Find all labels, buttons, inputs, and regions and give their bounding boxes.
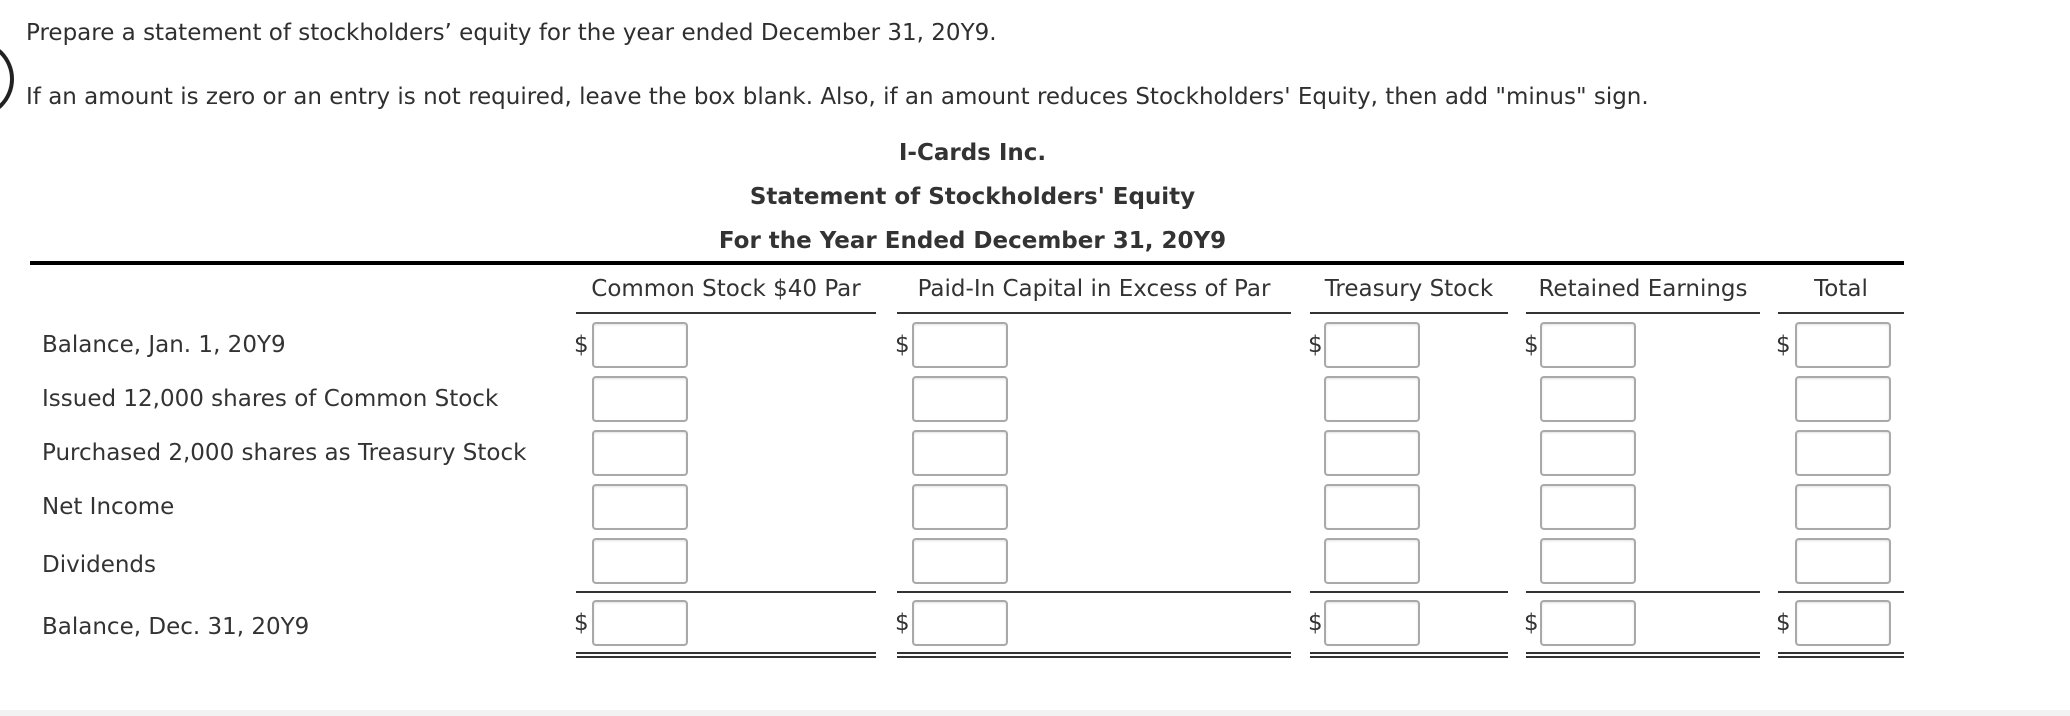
amount-input-common[interactable] bbox=[592, 600, 688, 646]
row-label: Balance, Jan. 1, 20Y9 bbox=[42, 332, 286, 358]
amount-input-retained[interactable] bbox=[1540, 430, 1636, 476]
amount-input-treasury[interactable] bbox=[1324, 430, 1420, 476]
dollar-sign: $ bbox=[1776, 332, 1791, 358]
amount-input-retained[interactable] bbox=[1540, 600, 1636, 646]
amount-input-treasury[interactable] bbox=[1324, 376, 1420, 422]
amount-input-retained[interactable] bbox=[1540, 538, 1636, 584]
dollar-sign: $ bbox=[574, 332, 589, 358]
row-label: Net Income bbox=[42, 494, 175, 520]
amount-input-paid[interactable] bbox=[912, 538, 1008, 584]
statement-title: Statement of Stockholders' Equity bbox=[749, 184, 1196, 210]
dollar-sign: $ bbox=[574, 610, 589, 636]
total-double-rule bbox=[897, 652, 1291, 658]
dollar-sign: $ bbox=[1308, 332, 1323, 358]
statement-period: For the Year Ended December 31, 20Y9 bbox=[718, 228, 1227, 254]
total-double-rule bbox=[576, 652, 876, 658]
column-header-paid: Paid-In Capital in Excess of Par bbox=[897, 272, 1291, 314]
amount-input-paid[interactable] bbox=[912, 322, 1008, 368]
amount-input-total[interactable] bbox=[1795, 376, 1891, 422]
dollar-sign: $ bbox=[895, 610, 910, 636]
instruction-note: If an amount is zero or an entry is not required, leave the box blank. Also, if an amount reduces Stockholders' Equity, then add "minus" sign. bbox=[26, 84, 1649, 110]
column-header-treasury: Treasury Stock bbox=[1310, 272, 1508, 314]
subtotal-rule bbox=[897, 591, 1291, 593]
column-header-retained: Retained Earnings bbox=[1526, 272, 1760, 314]
dollar-sign: $ bbox=[1776, 610, 1791, 636]
amount-input-retained[interactable] bbox=[1540, 484, 1636, 530]
amount-input-total[interactable] bbox=[1795, 430, 1891, 476]
amount-input-paid[interactable] bbox=[912, 484, 1008, 530]
subtotal-rule bbox=[576, 591, 876, 593]
column-header-common: Common Stock $40 Par bbox=[576, 272, 876, 314]
subtotal-rule bbox=[1778, 591, 1904, 593]
amount-input-common[interactable] bbox=[592, 538, 688, 584]
amount-input-common[interactable] bbox=[592, 322, 688, 368]
amount-input-treasury[interactable] bbox=[1324, 484, 1420, 530]
page-footer-band bbox=[0, 710, 2070, 716]
instruction-text: Prepare a statement of stockholders’ equity for the year ended December 31, 20Y9. bbox=[26, 20, 997, 46]
amount-input-total[interactable] bbox=[1795, 484, 1891, 530]
dollar-sign: $ bbox=[895, 332, 910, 358]
row-label: Dividends bbox=[42, 552, 157, 578]
amount-input-total[interactable] bbox=[1795, 600, 1891, 646]
company-name: I-Cards Inc. bbox=[898, 140, 1047, 166]
amount-input-retained[interactable] bbox=[1540, 322, 1636, 368]
amount-input-treasury[interactable] bbox=[1324, 538, 1420, 584]
amount-input-common[interactable] bbox=[592, 484, 688, 530]
amount-input-common[interactable] bbox=[592, 376, 688, 422]
amount-input-treasury[interactable] bbox=[1324, 322, 1420, 368]
amount-input-paid[interactable] bbox=[912, 600, 1008, 646]
total-double-rule bbox=[1526, 652, 1760, 658]
row-label: Purchased 2,000 shares as Treasury Stock bbox=[42, 440, 527, 466]
dollar-sign: $ bbox=[1524, 332, 1539, 358]
dollar-sign: $ bbox=[1524, 610, 1539, 636]
total-double-rule bbox=[1778, 652, 1904, 658]
subtotal-rule bbox=[1310, 591, 1508, 593]
amount-input-retained[interactable] bbox=[1540, 376, 1636, 422]
amount-input-paid[interactable] bbox=[912, 430, 1008, 476]
subtotal-rule bbox=[1526, 591, 1760, 593]
header-divider bbox=[30, 261, 1904, 265]
bracket-icon bbox=[0, 40, 14, 118]
amount-input-paid[interactable] bbox=[912, 376, 1008, 422]
amount-input-total[interactable] bbox=[1795, 538, 1891, 584]
amount-input-treasury[interactable] bbox=[1324, 600, 1420, 646]
column-header-total: Total bbox=[1778, 272, 1904, 314]
row-label: Balance, Dec. 31, 20Y9 bbox=[42, 614, 310, 640]
amount-input-total[interactable] bbox=[1795, 322, 1891, 368]
dollar-sign: $ bbox=[1308, 610, 1323, 636]
total-double-rule bbox=[1310, 652, 1508, 658]
row-label: Issued 12,000 shares of Common Stock bbox=[42, 386, 499, 412]
amount-input-common[interactable] bbox=[592, 430, 688, 476]
